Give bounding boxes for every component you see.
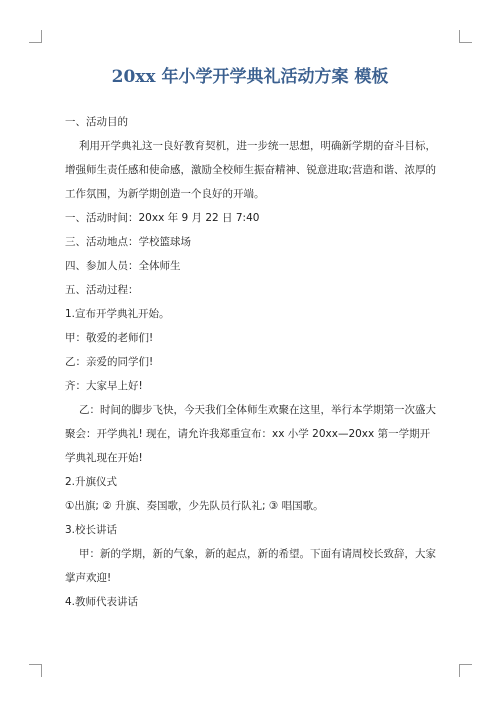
document-body	[65, 110, 440, 614]
dialogue-paragraph: 甲：新的学期，新的气象，新的起点，新的希望。下面有请周校长致辞，大家掌声欢迎!	[65, 548, 436, 584]
section-heading-location: 三、活动地点：学校篮球场	[65, 236, 191, 248]
process-step-3: 3.校长讲话	[65, 524, 118, 536]
dialogue-line: 甲：敬爱的老师们!	[65, 332, 154, 344]
process-step-4: 4.教师代表讲话	[65, 596, 139, 608]
document-title: 20xx 年小学开学典礼活动方案 模板	[111, 67, 389, 87]
section-heading-time: 一、活动时间：20xx 年 9 月 22 日 7:40	[65, 212, 260, 224]
flag-ceremony-steps: ①出旗; ② 升旗、奏国歌，少先队员行队礼; ③ 唱国歌。	[65, 500, 324, 512]
dialogue-paragraph: 乙：时间的脚步飞快，今天我们全体师生欢聚在这里，举行本学期第一次盛大聚会：开学典礼! 现在，请允许我郑重宣布：xx 小学 20xx—20xx 第一学期开学典礼现在开始!	[65, 404, 436, 464]
crop-mark-bottom-left	[29, 664, 42, 677]
crop-mark-top-left	[29, 30, 42, 43]
process-step-2: 2.升旗仪式	[65, 476, 118, 488]
section-heading-purpose: 一、活动目的	[65, 116, 128, 128]
crop-mark-top-right	[459, 30, 472, 43]
section-heading-process: 五、活动过程：	[65, 284, 139, 296]
crop-mark-bottom-right	[459, 664, 472, 677]
dialogue-line: 乙：亲爱的同学们!	[65, 356, 154, 368]
paragraph-purpose: 利用开学典礼这一良好教育契机，进一步统一思想，明确新学期的奋斗目标，增强师生责任感和使命感，激励全校师生振奋精神、锐意进取;营造和谐、浓厚的工作氛围，为新学期创造一个良好的开端。	[65, 140, 437, 200]
section-heading-participants: 四、参加人员：全体师生	[65, 260, 181, 272]
process-step-1: 1.宣布开学典礼开始。	[65, 308, 170, 320]
dialogue-line: 齐：大家早上好!	[65, 380, 143, 392]
